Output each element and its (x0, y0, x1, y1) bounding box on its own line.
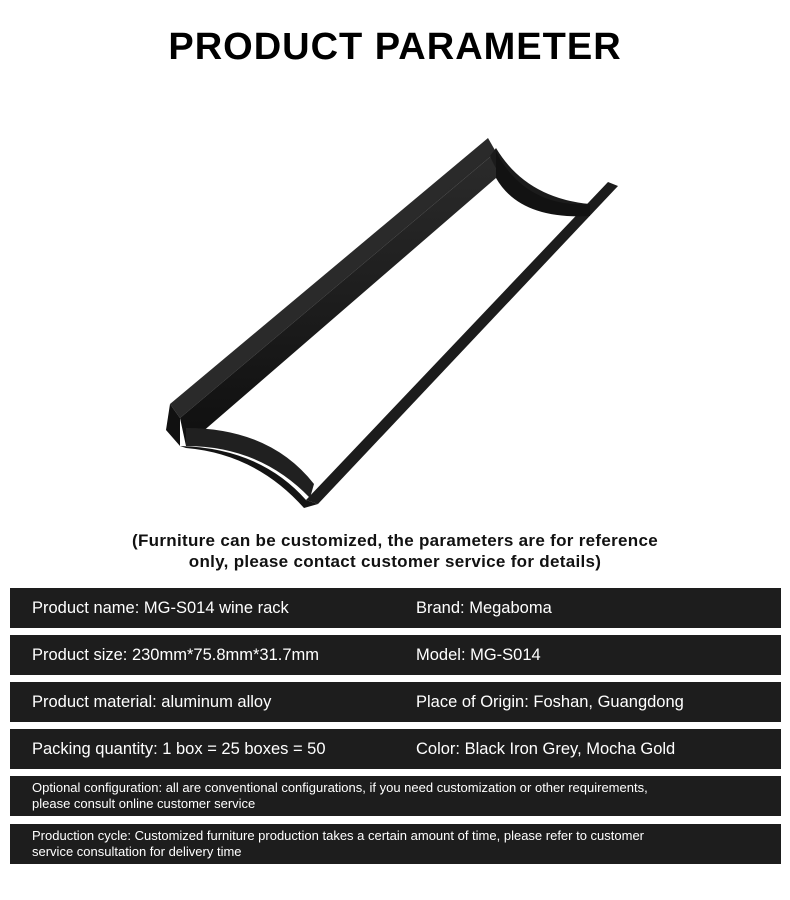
disclaimer-note (60, 530, 730, 572)
handle-top-bar (170, 138, 496, 418)
production-cycle-line-1: Production cycle: Customized furniture production takes a certain amount of time, please refer to customer (32, 828, 645, 843)
param-production-cycle (10, 824, 781, 864)
page-title: PRODUCT PARAMETER (168, 26, 622, 68)
param-brand: Brand: Megaboma (416, 599, 552, 617)
optional-configuration-line-1: Optional configuration: all are conventional configurations, if you need customization or other requirements, (32, 780, 648, 795)
param-product-name: Product name: MG-S014 wine rack (32, 599, 289, 617)
param-optional-configuration (10, 776, 781, 816)
param-row-packing (10, 729, 781, 769)
production-cycle-line-2: service consultation for delivery time (32, 844, 242, 859)
disclaimer-line-2: only, please contact customer service for details) (188, 552, 602, 571)
param-color: Color: Black Iron Grey, Mocha Gold (416, 740, 676, 758)
wine-rack-handle-icon (150, 128, 640, 520)
param-row-size (10, 635, 781, 675)
handle-right-curve-inner (496, 152, 590, 216)
handle-front-face (180, 152, 496, 446)
optional-configuration-line-2: please consult online customer service (32, 796, 256, 811)
param-row-material (10, 682, 781, 722)
disclaimer-line-1: (Furniture can be customized, the parameters are for reference (132, 531, 658, 550)
param-packing-quantity: Packing quantity: 1 box = 25 boxes = 50 (32, 740, 326, 758)
param-product-material: Product material: aluminum alloy (32, 693, 272, 711)
param-product-size: Product size: 230mm*75.8mm*31.7mm (32, 646, 320, 664)
param-model: Model: MG-S014 (416, 646, 541, 664)
param-row-name (10, 588, 781, 628)
handle-front-rod (306, 182, 618, 504)
param-place-of-origin: Place of Origin: Foshan, Guangdong (416, 693, 684, 711)
